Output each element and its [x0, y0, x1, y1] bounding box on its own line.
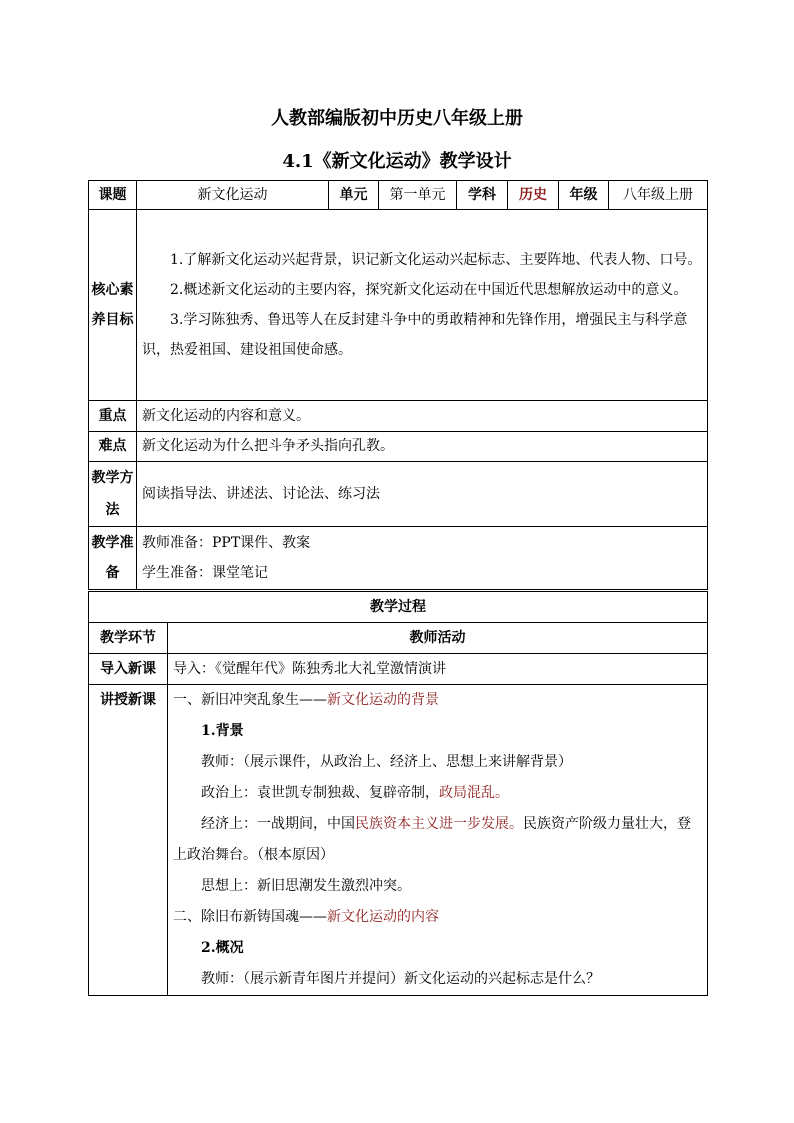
goal-item: 2.概述新文化运动的主要内容，探究新文化运动在中国近代思想解放运动中的意义。	[170, 282, 688, 298]
subject-value: 历史	[508, 181, 559, 210]
goal-item: 1.了解新文化运动兴起背景，识记新文化运动兴起标志、主要阵地、代表人物、口号。	[170, 252, 702, 268]
teacher-line-1: 教师：（展示课件，从政治上、经济上、思想上来讲解背景）	[201, 754, 572, 770]
section-heading-2: 二、除旧布新铸国魂——新文化运动的内容	[173, 909, 439, 925]
subsection-overview: 2.概况	[201, 940, 244, 956]
method-value: 阅读指导法、讲述法、讨论法、练习法	[137, 462, 708, 527]
document-subtitle: 4.1《新文化运动》教学设计	[282, 151, 512, 172]
intro-label: 导入新课	[89, 654, 168, 685]
economy-line: 经济上：一战期间，中国民族资本主义进一步发展。民族资产阶级力量壮大，登上政治舞台。（根本原因）	[173, 816, 691, 863]
unit-label: 单元	[329, 181, 379, 210]
teacher-line-2: 教师：（展示新青年图片并提问）新文化运动的兴起标志是什么？	[201, 971, 600, 987]
difficulty-value: 新文化运动为什么把斗争矛头指向孔教。	[137, 432, 708, 462]
process-table	[88, 591, 708, 996]
info-table	[88, 180, 708, 590]
prep-teacher: 教师准备：PPT课件、教案	[142, 535, 311, 551]
topic-label: 课题	[89, 181, 137, 210]
grade-value: 八年级上册	[609, 181, 708, 210]
subject-label: 学科	[457, 181, 508, 210]
section-heading-1: 一、新旧冲突乱象生——新文化运动的背景	[173, 692, 439, 708]
process-col1-header: 教学环节	[89, 623, 168, 654]
key-label: 重点	[89, 401, 137, 432]
grade-label: 年级	[559, 181, 609, 210]
intro-value: 导入：《觉醒年代》陈独秀北大礼堂激情演讲	[168, 654, 708, 685]
goal-item: 3.学习陈独秀、鲁迅等人在反封建斗争中的勇敢精神和先锋作用，增强民主与科学意识，热爱祖国、建设祖国使命感。	[142, 312, 688, 358]
goals-label: 核心素养目标	[89, 210, 137, 401]
key-value: 新文化运动的内容和意义。	[137, 401, 708, 432]
prep-cell	[137, 527, 708, 590]
politics-line: 政治上：袁世凯专制独裁、复辟帝制，政局混乱。	[201, 785, 509, 801]
document-title: 人教部编版初中历史八年级上册	[271, 108, 523, 129]
subsection-background: 1.背景	[201, 723, 244, 739]
difficulty-label: 难点	[89, 432, 137, 462]
prep-student: 学生准备：课堂笔记	[142, 565, 268, 581]
process-col2-header: 教师活动	[168, 623, 708, 654]
prep-label: 教学准备	[89, 527, 137, 590]
goals-cell	[137, 210, 708, 401]
teach-label: 讲授新课	[89, 685, 168, 996]
unit-value: 第一单元	[379, 181, 457, 210]
teach-content	[168, 685, 708, 996]
topic-value: 新文化运动	[137, 181, 329, 210]
process-title: 教学过程	[89, 592, 708, 623]
thought-line: 思想上：新旧思潮发生激烈冲突。	[201, 878, 411, 894]
method-label: 教学方法	[89, 462, 137, 527]
